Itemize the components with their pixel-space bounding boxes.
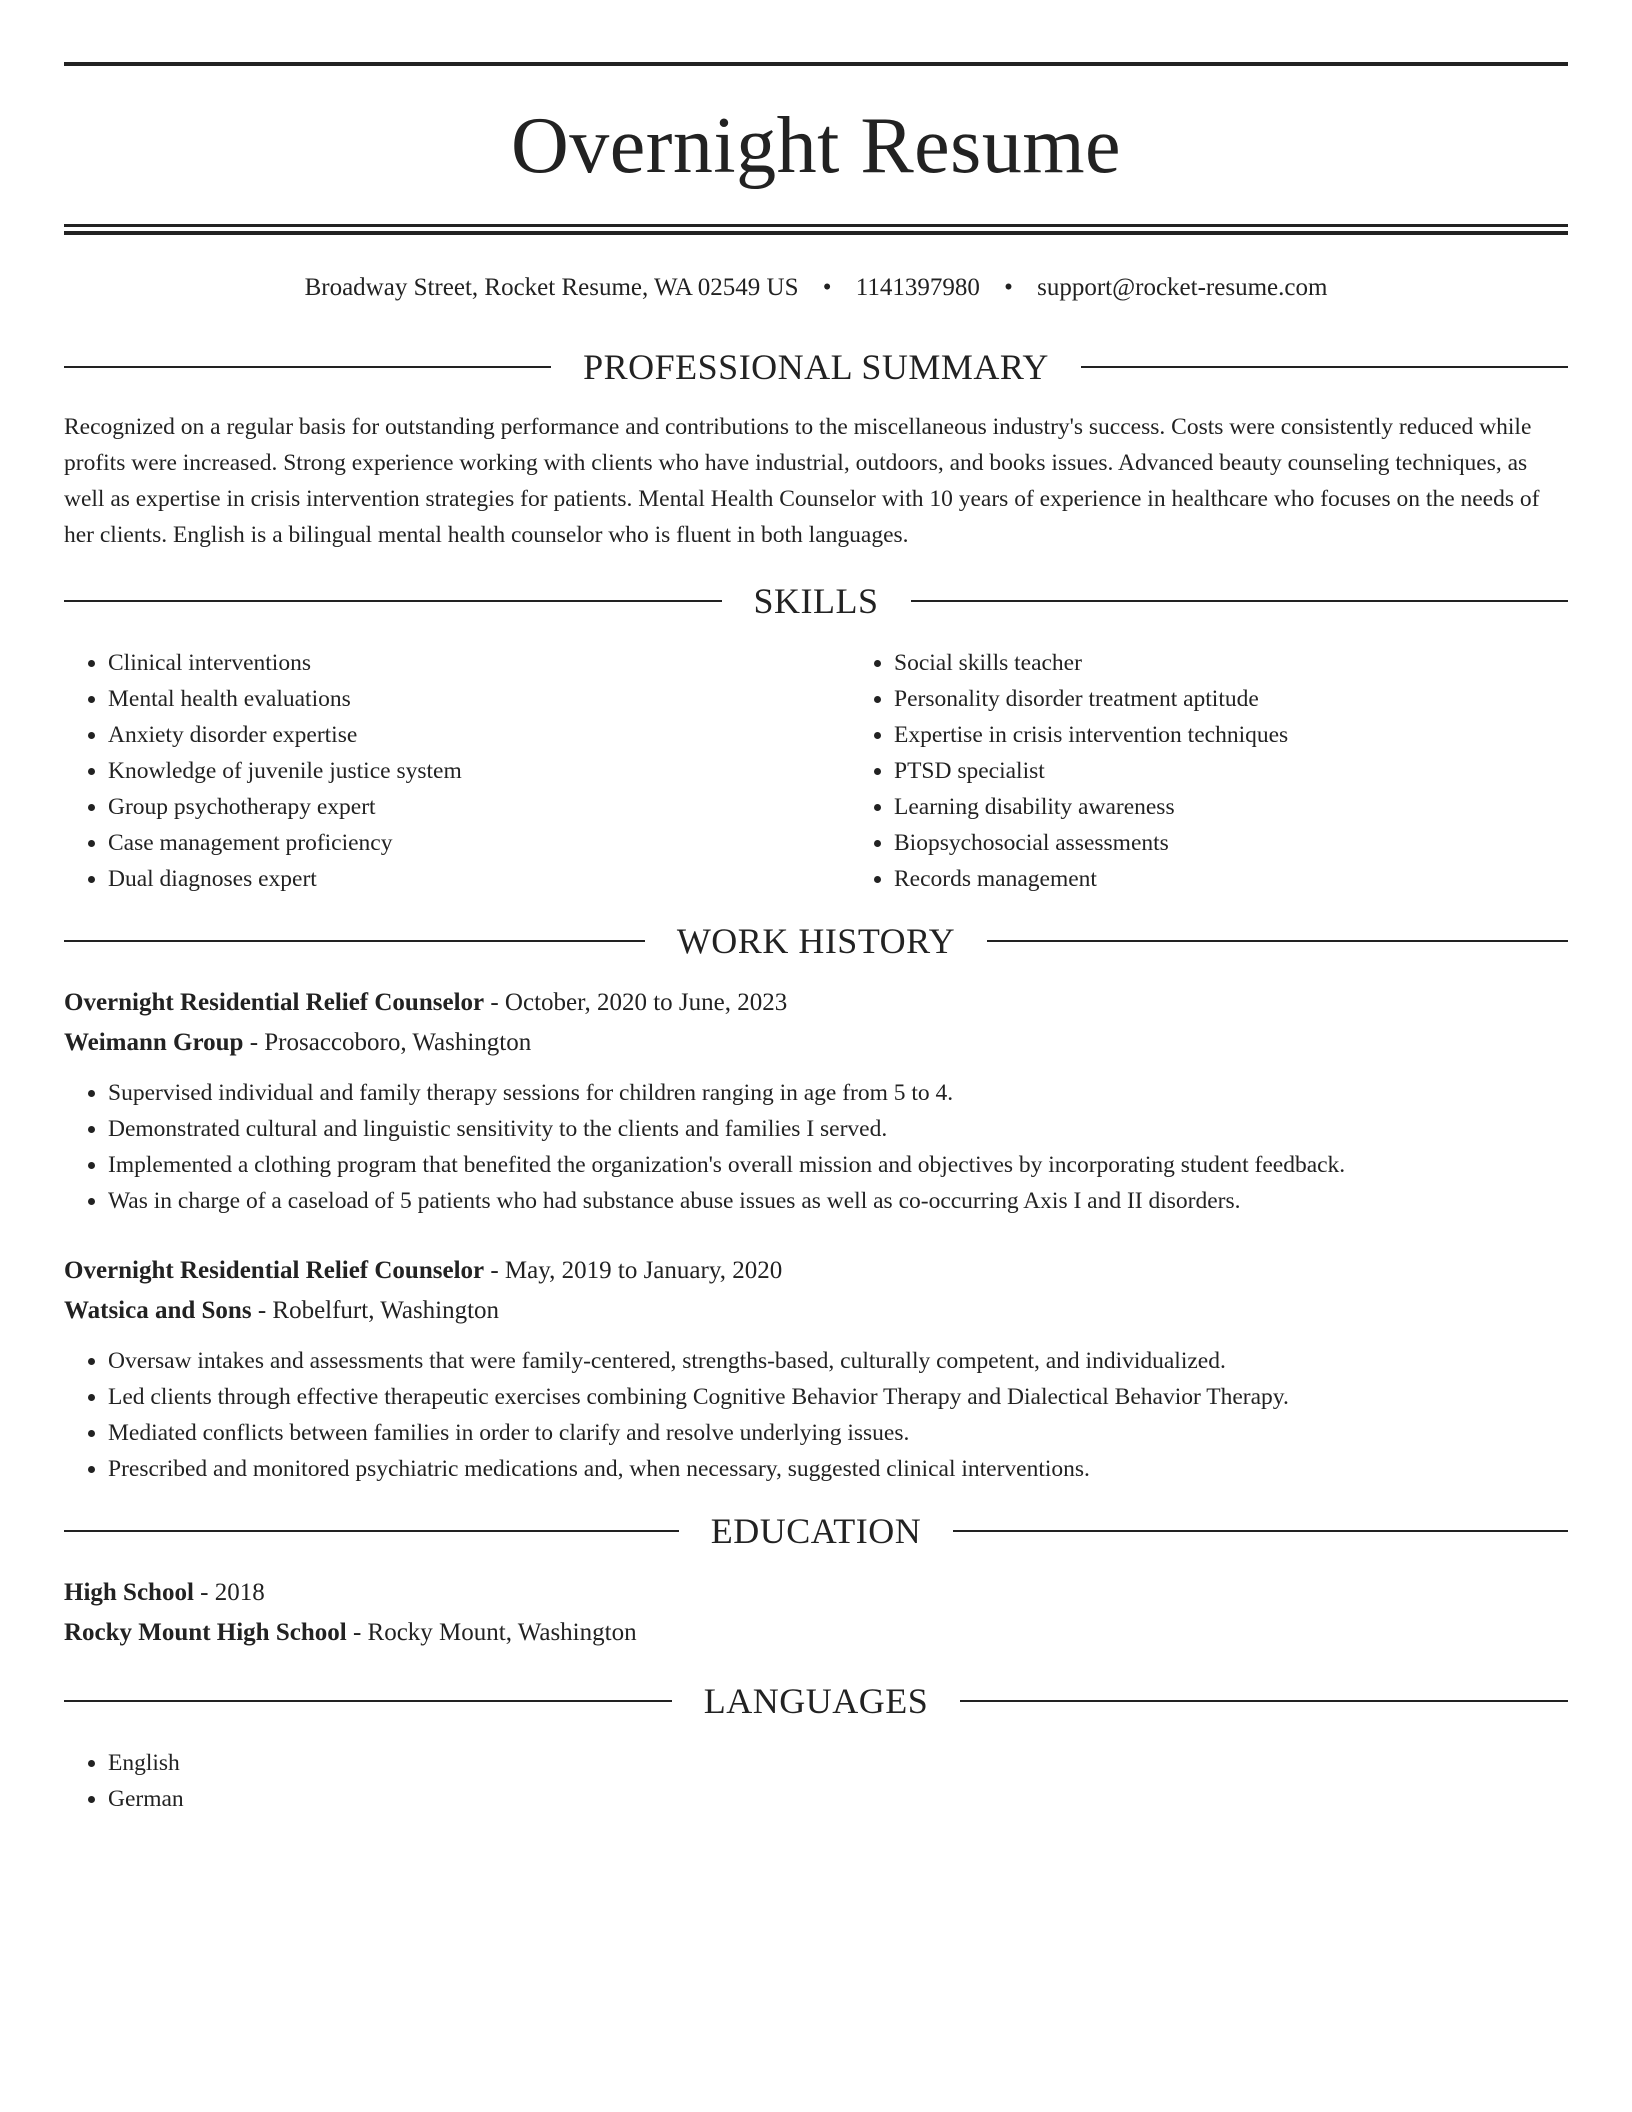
section-heading-education (64, 1509, 1568, 1553)
resume-name: Overnight Resume (510, 102, 1122, 190)
job-bullet: • Oversaw intakes and assessments that were family-centered, strengths-based, culturally competent, and individualized. (108, 1343, 1568, 1379)
section-heading-skills (64, 579, 1568, 623)
job-dates: - May, 2019 to January, 2020 (484, 1257, 783, 1284)
section-heading-languages (64, 1679, 1568, 1723)
heading-rule-left (64, 1530, 679, 1532)
skill-item: • Learning disability awareness (894, 789, 1632, 825)
skills-list-left (64, 645, 850, 897)
contact-email: support@rocket-resume.com (1037, 274, 1328, 301)
skill-item: • Clinical interventions (108, 645, 850, 681)
contact-separator: • (822, 274, 832, 301)
contact-line (64, 271, 1568, 305)
skill-item: • Group psychotherapy expert (108, 789, 850, 825)
heading-rule-left (64, 1700, 672, 1702)
job-location: - Prosaccoboro, Washington (243, 1029, 532, 1056)
job-company: Watsica and Sons (64, 1297, 252, 1324)
job-role: Overnight Residential Relief Counselor (64, 989, 485, 1016)
job-company-line (64, 1291, 1568, 1331)
education-year: - 2018 (193, 1579, 265, 1606)
header-top-rule (64, 62, 1568, 66)
section-title: EDUCATION (710, 1511, 922, 1551)
heading-rule-right (987, 940, 1568, 942)
language-item: • English (108, 1745, 1568, 1781)
languages-list (64, 1745, 1568, 1817)
header-double-rule (64, 224, 1568, 235)
skill-item: • Knowledge of juvenile justice system (108, 753, 850, 789)
section-title: SKILLS (753, 581, 879, 621)
skill-item: • Social skills teacher (894, 645, 1632, 681)
section-title: PROFESSIONAL SUMMARY (583, 347, 1049, 387)
job-bullet: • Led clients through effective therapeutic exercises combining Cognitive Behavior Therapy and Dialectical Behavior Therapy. (108, 1379, 1568, 1415)
summary-text: Recognized on a regular basis for outstanding performance and contributions to the miscellaneous industry's success. Costs were consistently reduced while profits were increased. Strong experience working with clients who have industrial, outdoors, and books issues. Advanced beauty counseling techniques, as well as expertise in crisis intervention strategies for patients. Mental Health Counselor with 10 years of experience in healthcare who focuses on the needs of her clients. English is a bilingual mental health counselor who is fluent in both languages. (64, 414, 1540, 548)
job-role: Overnight Residential Relief Counselor (64, 1257, 485, 1284)
contact-phone: 1141397980 (855, 274, 980, 301)
job-bullet: • Mediated conflicts between families in order to clarify and resolve underlying issues. (108, 1415, 1568, 1451)
job-bullets (64, 1075, 1568, 1219)
job-bullet: • Supervised individual and family therapy sessions for children ranging in age from 5 to 4. (108, 1075, 1568, 1111)
job-company-line (64, 1023, 1568, 1063)
section-heading-work-history (64, 919, 1568, 963)
job-bullet: • Prescribed and monitored psychiatric medications and, when necessary, suggested clinical interventions. (108, 1451, 1568, 1487)
section-title: WORK HISTORY (676, 921, 956, 961)
language-item: • German (108, 1781, 1568, 1817)
skill-item: • Records management (894, 861, 1632, 897)
skill-item: • Biopsychosocial assessments (894, 825, 1632, 861)
skills-list-right (850, 645, 1632, 897)
job-dates: - October, 2020 to June, 2023 (484, 989, 788, 1016)
skill-item: • Dual diagnoses expert (108, 861, 850, 897)
job-bullet: • Implemented a clothing program that benefited the organization's overall mission and objectives by incorporating student feedback. (108, 1147, 1568, 1183)
heading-rule-left (64, 366, 551, 368)
heading-rule-right (1081, 366, 1568, 368)
section-title: LANGUAGES (703, 1681, 929, 1721)
education-school-line (64, 1613, 1568, 1653)
section-heading-summary (64, 345, 1568, 389)
education-entry (64, 1573, 1568, 1653)
education-degree-line (64, 1573, 1568, 1613)
job-bullet: • Demonstrated cultural and linguistic sensitivity to the clients and families I served. (108, 1111, 1568, 1147)
skill-item: • Expertise in crisis intervention techniques (894, 717, 1632, 753)
skill-item: • Anxiety disorder expertise (108, 717, 850, 753)
job-bullets (64, 1343, 1568, 1487)
heading-rule-right (960, 1700, 1568, 1702)
job-bullet: • Was in charge of a caseload of 5 patients who had substance abuse issues as well as co-occurring Axis I and II disorders. (108, 1183, 1568, 1219)
education-school: Rocky Mount High School (64, 1619, 347, 1646)
job-title-line (64, 1251, 1568, 1291)
contact-separator: • (1004, 274, 1013, 301)
job-location: - Robelfurt, Washington (251, 1297, 500, 1324)
heading-rule-left (64, 940, 645, 942)
skills-columns (64, 645, 1568, 897)
education-location: - Rocky Mount, Washington (346, 1619, 637, 1646)
skill-item: • Case management proficiency (108, 825, 850, 861)
job-entry (64, 1251, 1568, 1487)
skill-item: • Personality disorder treatment aptitude (894, 681, 1632, 717)
job-title-line (64, 983, 1568, 1023)
job-company: Weimann Group (64, 1029, 244, 1056)
skill-item: • PTSD specialist (894, 753, 1632, 789)
job-entry (64, 983, 1568, 1219)
skill-item: • Mental health evaluations (108, 681, 850, 717)
heading-rule-right (911, 600, 1569, 602)
contact-address: Broadway Street, Rocket Resume, WA 02549 US (304, 274, 799, 301)
heading-rule-left (64, 600, 722, 602)
heading-rule-right (953, 1530, 1568, 1532)
education-degree: High School (64, 1579, 194, 1606)
